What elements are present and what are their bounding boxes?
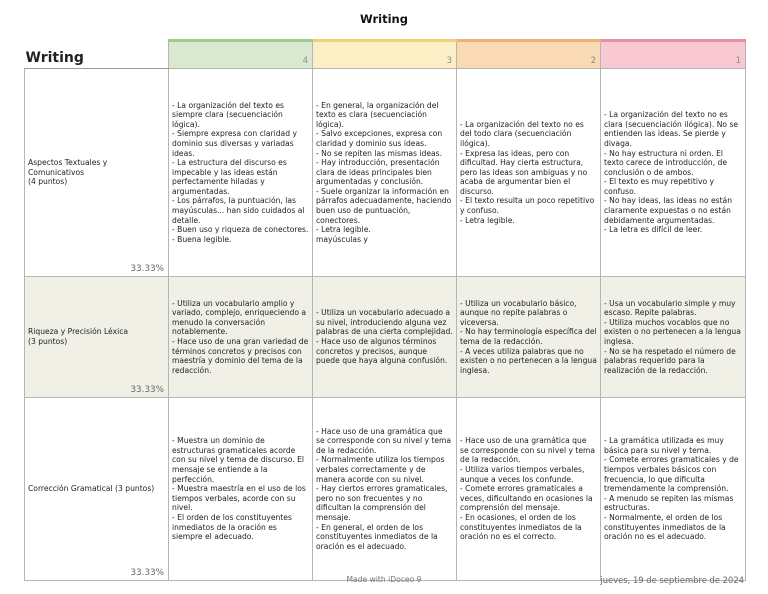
criterion-label: Corrección Gramatical (3 puntos) (28, 484, 155, 494)
rubric-cell[interactable]: - La gramática utilizada es muy básica para su nivel y tema. - Comete errores gramaticales y de tiempos verbales básicos con frecuencia, lo que dificulta tremendamente la comprensión. - A menudo se repiten las mismas estructuras. - Normalmente, el orden de los constituyentes inmediatos de la oración no es el adecuado. (601, 398, 746, 581)
footer-date: jueves, 19 de septiembre de 2024 (600, 575, 744, 585)
rubric-table (24, 39, 746, 581)
criterion-cell (25, 277, 169, 398)
footer-made-with: Made with iDoceo 9 (346, 575, 422, 584)
table-row (25, 69, 746, 277)
criterion-weight: 33.33% (130, 568, 164, 579)
level-header-2: 2 (457, 41, 601, 69)
rubric-cell[interactable]: - Utiliza un vocabulario básico, aunque no repite palabras o viceversa. - No hay terminología específica del tema de la redacción. - A veces utiliza palabras que no existen o no pertenecen a la lengua inglesa. (457, 277, 601, 398)
criterion-label: Aspectos Textuales y Comunicativos (4 puntos) (28, 158, 108, 187)
rubric-cell[interactable]: - La organización del texto no es clara (secuenciación ilógica). No se entienden las ideas. Se pierde y divaga. - No hay estructura ni orden. El texto carece de introducción, de conclusión o de ambos. - El texto es muy repetitivo y confuso. - No hay ideas, las ideas no están claramente expuestas o no están debidamente argumentadas. - La letra es difícil de leer. (601, 69, 746, 277)
level-header-1: 1 (601, 41, 746, 69)
rubric-cell[interactable]: - Muestra un dominio de estructuras gramaticales acorde con su nivel y tema de discurso. El mensaje se entiende a la perfección. - Muestra maestría en el uso de los tiempos verbales, acorde con su nivel. - El orden de los constituyentes inmediatos de la oración es siempre el adecuado. (169, 398, 313, 581)
table-row (25, 398, 746, 581)
page-title: Writing (360, 12, 408, 26)
rubric-title: Writing (25, 41, 169, 69)
rubric-cell[interactable]: - Usa un vocabulario simple y muy escaso. Repite palabras. - Utiliza muchos vocablos que no existen o no pertenecen a la lengua inglesa. - No se ha respetado el número de palabras requerido para la realización de la redacción. (601, 277, 746, 398)
criterion-cell (25, 69, 169, 277)
table-row (25, 277, 746, 398)
rubric-cell[interactable]: - Hace uso de una gramática que se corresponde con su nivel y tema de la redacción. - Normalmente utiliza los tiempos verbales correctamente y de manera acorde con su nivel. - Hay ciertos errores gramaticales, pero no son frecuentes y no dificultan la comprensión del mensaje. - En general, el orden de los constituyentes inmediatos de la oración es el adecuado. (313, 398, 457, 581)
rubric-cell[interactable]: - La organización del texto no es del todo clara (secuenciación ilógica). - Expresa las ideas, pero con dificultad. Hay cierta estructura, pero las ideas son ambiguas y no acaba de argumentar bien el discurso. - El texto resulta un poco repetitivo y confuso. - Letra legible. (457, 69, 601, 277)
criterion-label: Riqueza y Precisión Léxica (3 puntos) (28, 327, 129, 346)
criterion-weight: 33.33% (130, 264, 164, 275)
level-header-3: 3 (313, 41, 457, 69)
criterion-cell (25, 398, 169, 581)
rubric-cell[interactable]: - La organización del texto es siempre clara (secuenciación lógica). - Siempre expresa con claridad y dominio sus diversas y variadas ideas. - La estructura del discurso es impecable y las ideas están perfectamente hiladas y argumentadas. - Los párrafos, la puntuación, las mayúsculas... han sido cuidados al detalle. - Buen uso y riqueza de conectores. - Buena legible. (169, 69, 313, 277)
rubric-cell[interactable]: - En general, la organización del texto es clara (secuenciación lógica). - Salvo excepciones, expresa con claridad y dominio sus ideas. - No se repiten las mismas ideas. - Hay introducción, presentación clara de ideas principales bien argumentadas y conclusión. - Suele organizar la información en párrafos adecuadamente, haciendo buen uso de puntuación, conectores. - Letra legible. mayúsculas y (313, 69, 457, 277)
rubric-cell[interactable]: - Utiliza un vocabulario adecuado a su nivel, introduciendo alguna vez palabras de una cierta complejidad. - Hace uso de algunos términos concretos y precisos, aunque puede que haya alguna confusión. (313, 277, 457, 398)
criterion-weight: 33.33% (130, 385, 164, 396)
rubric-cell[interactable]: - Hace uso de una gramática que se corresponde con su nivel y tema de la redacción. - Utiliza varios tiempos verbales, aunque a veces los confunde. - Comete errores gramaticales a veces, dificultando en ocasiones la comprensión del mensaje. - En ocasiones, el orden de los constituyentes inmediatos de la oración no es el correcto. (457, 398, 601, 581)
level-header-4: 4 (169, 41, 313, 69)
rubric-header-row (25, 41, 746, 69)
rubric-cell[interactable]: - Utiliza un vocabulario amplio y variado, complejo, enriqueciendo a menudo la conversación notablemente. - Hace uso de una gran variedad de términos concretos y precisos con maestría y dominio del tema de la redacción. (169, 277, 313, 398)
